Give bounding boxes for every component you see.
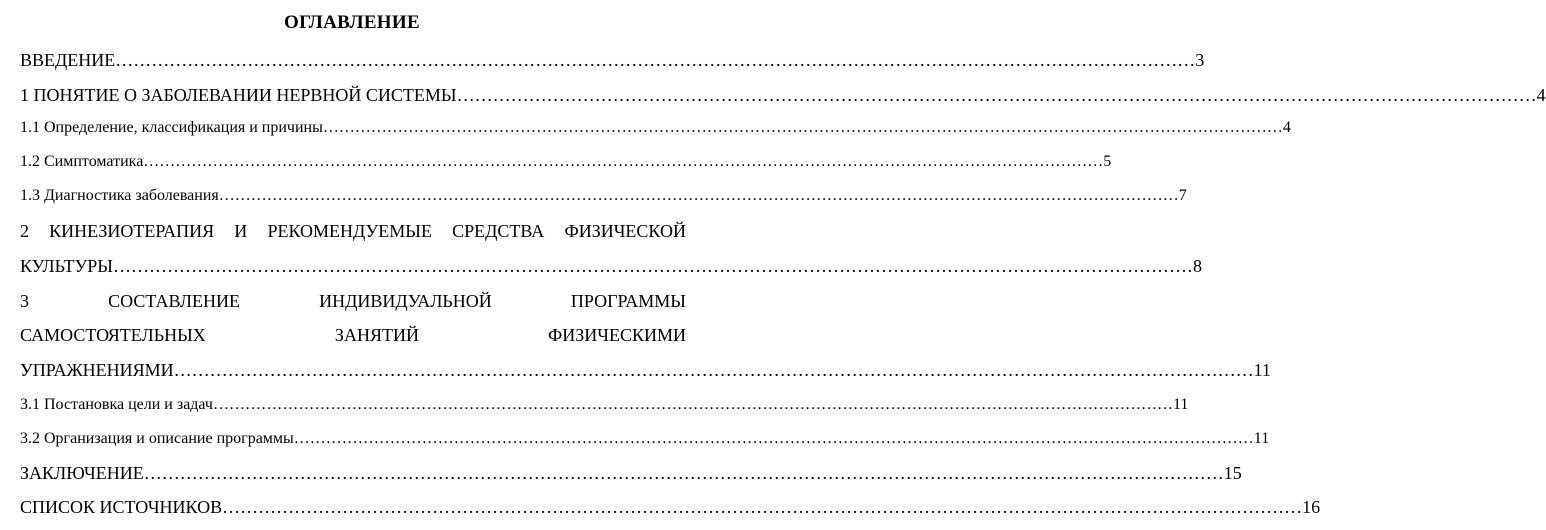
toc-leader-dots: ……………………………………………………………………………………………………………………………………………………………… — [456, 85, 1537, 105]
toc-leader-dots: ……………………………………………………………………………………………………………………………………………………………… — [222, 497, 1303, 517]
toc-word: СОСТАВЛЕНИЕ — [108, 291, 240, 311]
toc-word: ФИЗИЧЕСКОЙ — [564, 221, 686, 241]
toc-leader-dots: ……………………………………………………………………………………………………………………………………………………………… — [293, 430, 1254, 447]
toc-entry-page: 16 — [1302, 497, 1321, 517]
toc-entry-page: 15 — [1223, 463, 1242, 483]
toc-entry-page: 7 — [1178, 187, 1187, 204]
toc-entry-label: 3.2 Организация и описание программы — [20, 430, 294, 447]
toc-entry-section-3-1 — [20, 392, 1189, 418]
toc-entry-label: 3.1 Постановка цели и задач — [20, 396, 213, 413]
toc-entry-page: 11 — [1253, 360, 1271, 380]
toc-entry-page: 3 — [1195, 50, 1205, 70]
toc-leader-dots: ……………………………………………………………………………………………………………………………………………………………… — [143, 463, 1224, 483]
toc-entry-chapter-1 — [20, 82, 1546, 108]
toc-entry-section-1-3 — [20, 183, 1187, 209]
toc-word: ЗАНЯТИЙ — [334, 325, 419, 345]
toc-entry-chapter-2-line-1 — [20, 218, 686, 244]
toc-word: САМОСТОЯТЕЛЬНЫХ — [20, 325, 206, 345]
toc-word: 2 — [20, 221, 29, 241]
toc-word: РЕКОМЕНДУЕМЫЕ — [267, 221, 432, 241]
toc-entry-label: 1.2 Симптоматика — [20, 153, 144, 170]
toc-entry-section-1-1 — [20, 115, 1291, 141]
toc-word: ИНДИВИДУАЛЬНОЙ — [319, 291, 492, 311]
toc-entry-chapter-3-line-3 — [20, 357, 1271, 383]
toc-entry-page: 8 — [1193, 256, 1202, 276]
toc-leader-dots: ……………………………………………………………………………………………………………………………………………………………… — [115, 50, 1196, 70]
toc-entry-chapter-2-line-2 — [20, 253, 1202, 279]
toc-entry-label: 1.3 Диагностика заболевания — [20, 187, 219, 204]
toc-entry-label: 1 ПОНЯТИЕ О ЗАБОЛЕВАНИИ НЕРВНОЙ СИСТЕМЫ — [20, 85, 457, 105]
toc-title: ОГЛАВЛЕНИЕ — [284, 12, 420, 33]
toc-entry-page: 11 — [1253, 430, 1270, 447]
toc-leader-dots: ……………………………………………………………………………………………………………………………………………………………… — [322, 119, 1283, 136]
toc-entry-label: КУЛЬТУРЫ — [20, 256, 113, 276]
toc-entry-page: 4 — [1536, 85, 1546, 105]
toc-entry-label: ВВЕДЕНИЕ — [20, 50, 116, 70]
toc-entry-page: 11 — [1172, 396, 1189, 413]
toc-leader-dots: ……………………………………………………………………………………………………………………………………………………………… — [212, 396, 1173, 413]
toc-word: СРЕДСТВА — [452, 221, 545, 241]
toc-word: И — [234, 221, 248, 241]
toc-entry-chapter-3-line-2 — [20, 322, 686, 348]
toc-entry-introduction — [20, 47, 1205, 73]
toc-word: КИНЕЗИОТЕРАПИЯ — [49, 221, 215, 241]
toc-entry-label: СПИСОК ИСТОЧНИКОВ — [20, 497, 223, 517]
toc-word: ФИЗИЧЕСКИМИ — [548, 325, 686, 345]
toc-word: ПРОГРАММЫ — [570, 291, 686, 311]
toc-entry-references — [20, 494, 1321, 520]
toc-entry-label: ЗАКЛЮЧЕНИЕ — [20, 463, 144, 483]
toc-leader-dots: ……………………………………………………………………………………………………………………………………………………………… — [173, 360, 1254, 380]
toc-leader-dots: ……………………………………………………………………………………………………………………………………………………………… — [113, 256, 1193, 276]
toc-entry-page: 5 — [1103, 153, 1112, 170]
toc-entry-label: УПРАЖНЕНИЯМИ — [20, 360, 174, 380]
toc-leader-dots: ……………………………………………………………………………………………………………………………………………………………… — [218, 187, 1179, 204]
toc-word: 3 — [20, 291, 29, 311]
toc-entry-section-1-2 — [20, 149, 1112, 175]
toc-entry-section-3-2 — [20, 426, 1270, 452]
toc-entry-label: 1.1 Определение, классификация и причины — [20, 119, 323, 136]
toc-entry-conclusion — [20, 460, 1242, 486]
toc-entry-chapter-3-line-1 — [20, 288, 686, 314]
toc-leader-dots: ……………………………………………………………………………………………………………………………………………………………… — [143, 153, 1104, 170]
toc-entry-page: 4 — [1282, 119, 1291, 136]
